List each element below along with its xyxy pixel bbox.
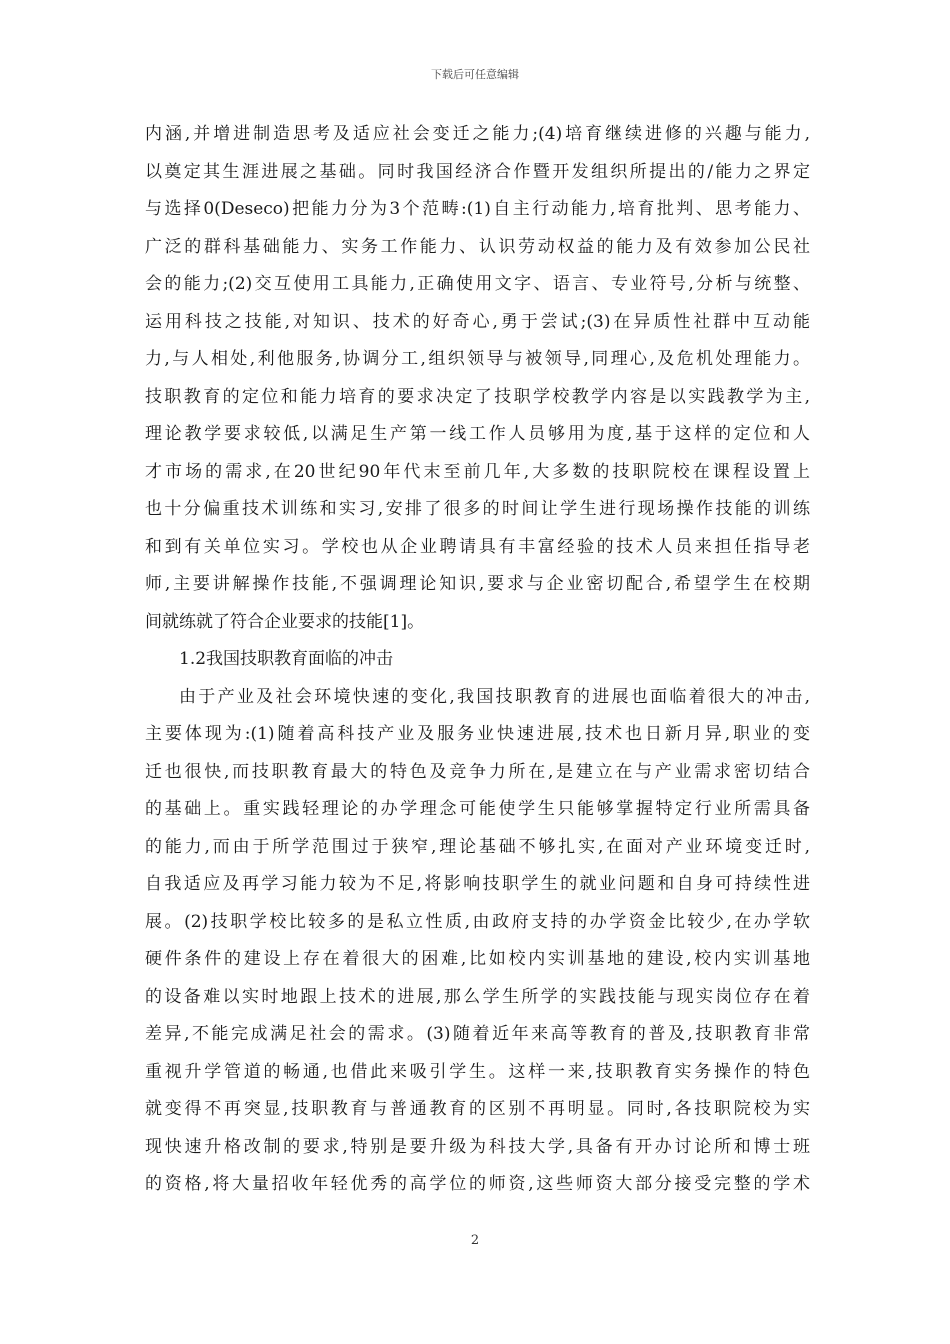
text-line: 师,主要讲解操作技能,不强调理论知识,要求与企业密切配合,希望学生在校期 (145, 574, 810, 594)
text-line: 会的能力;(2)交互使用工具能力,正确使用文字、语言、专业符号,分析与统整、 (145, 274, 810, 294)
text-line: 差异,不能完成满足社会的需求。(3)随着近年来高等教育的普及,技职教育非常 (145, 1024, 810, 1044)
page-number: 2 (470, 1233, 480, 1248)
text-line: 重视升学管道的畅通,也借此来吸引学生。这样一来,技职教育实务操作的特色 (145, 1061, 810, 1082)
document-body (145, 116, 810, 1204)
text-line: 才市场的需求,在20世纪90年代末至前几年,大多数的技职院校在课程设置上 (145, 461, 810, 482)
text-line: 迁也很快,而技职教育最大的特色及竞争力所在,是建立在与产业需求密切结合 (145, 761, 810, 782)
section-heading: 1.2我国技职教育面临的冲击 (179, 649, 394, 669)
text-line: 的资格,将大量招收年轻优秀的高学位的师资,这些师资大部分接受完整的学术 (145, 1174, 810, 1194)
text-line: 也十分偏重技术训练和实习,安排了很多的时间让学生进行现场操作技能的训练 (145, 499, 810, 519)
text-line: 展。(2)技职学校比较多的是私立性质,由政府支持的办学资金比较少,在办学软 (145, 911, 810, 932)
text-line: 内涵,并增进制造思考及适应社会变迁之能力;(4)培育继续进修的兴趣与能力, (145, 124, 810, 144)
text-line: 理论教学要求较低,以满足生产第一线工作人员够用为度,基于这样的定位和人 (145, 424, 810, 444)
text-line: 的设备难以实时地跟上技术的进展,那么学生所学的实践技能与现实岗位存在着 (145, 986, 810, 1007)
text-line: 力,与人相处,利他服务,协调分工,组织领导与被领导,同理心,及危机处理能力。 (145, 349, 810, 369)
text-line: 广泛的群科基础能力、实务工作能力、认识劳动权益的能力及有效参加公民社 (145, 236, 810, 257)
text-line: 就变得不再突显,技职教育与普通教育的区别不再明显。同时,各技职院校为实 (145, 1099, 810, 1119)
text-line: 和到有关单位实习。学校也从企业聘请具有丰富经验的技术人员来担任指导老 (145, 536, 810, 557)
text-line: 主要体现为:(1)随着高科技产业及服务业快速进展,技术也日新月异,职业的变 (145, 724, 810, 744)
text-line: 硬件条件的建设上存在着很大的困难,比如校内实训基地的建设,校内实训基地 (145, 949, 810, 969)
text-line: 的能力,而由于所学范围过于狭窄,理论基础不够扎实,在面对产业环境变迁时, (145, 836, 810, 857)
text-line: 现快速升格改制的要求,特别是要升级为科技大学,具备有开办讨论所和博士班 (145, 1136, 810, 1157)
text-line: 技职教育的定位和能力培育的要求决定了技职学校教学内容是以实践教学为主, (145, 386, 810, 407)
text-line: 运用科技之技能,对知识、技术的好奇心,勇于尝试;(3)在异质性社群中互动能 (145, 311, 810, 332)
text-line: 的基础上。重实践轻理论的办学理念可能使学生只能够掌握特定行业所需具备 (145, 799, 810, 819)
text-line: 以奠定其生涯进展之基础。同时我国经济合作暨开发组织所提出的/能力之界定 (145, 161, 810, 182)
page-header: 下载后可任意编辑 (431, 68, 519, 81)
text-line: 间就练就了符合企业要求的技能[1]。 (145, 611, 425, 632)
text-line: 由于产业及社会环境快速的变化,我国技职教育的进展也面临着很大的冲击, (179, 686, 810, 707)
text-line: 与选择0(Deseco)把能力分为3个范畴:(1)自主行动能力,培育批判、思考能力、 (145, 199, 810, 219)
text-line: 自我适应及再学习能力较为不足,将影响技职学生的就业问题和自身可持续性进 (145, 874, 810, 894)
